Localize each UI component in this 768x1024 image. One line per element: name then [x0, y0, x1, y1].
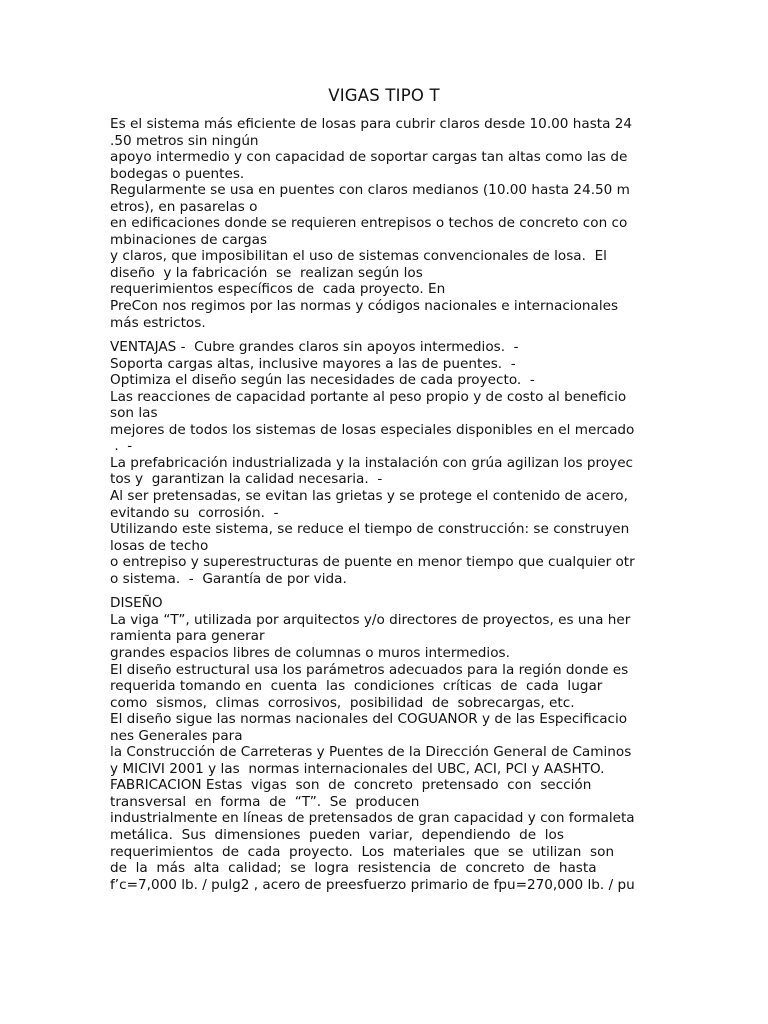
- text-line: como sismos, climas corrosivos, posibilidad de sobrecargas, etc.: [110, 694, 575, 711]
- text-line: La prefabricación industrializada y la instalación con grúa agilizan los proyec: [110, 454, 634, 471]
- text-line: Es el sistema más eficiente de losas para cubrir claros desde 10.00 hasta 24: [110, 116, 633, 132]
- text-line: .50 metros sin ningún: [110, 132, 259, 149]
- text-line: o sistema. - Garantía de por vida.: [110, 570, 347, 587]
- document-title: VIGAS TIPO T: [328, 86, 440, 105]
- paragraph-gap: [110, 587, 670, 595]
- text-line: en edificaciones donde se requieren entrepisos o techos de concreto con co: [110, 215, 628, 232]
- text-line: DISEÑO: [110, 595, 163, 612]
- text-line: metálica. Sus dimensiones pueden variar, dependiendo de los: [110, 826, 564, 843]
- text-line: o entrepiso y superestructuras de puente en menor tiempo que cualquier otr: [110, 554, 635, 571]
- text-line: Optimiza el diseño según las necesidades de cada proyecto. -: [110, 372, 535, 389]
- text-line: Al ser pretensadas, se evitan las grietas y se protege el contenido de acero,: [110, 488, 628, 505]
- paragraph-diseno: [110, 595, 670, 893]
- text-line: mejores de todos los sistemas de losas especiales disponibles en el mercado: [110, 421, 635, 438]
- paragraph-intro: [110, 116, 670, 331]
- paragraph-gap: [110, 331, 670, 339]
- text-line: transversal en forma de “T”. Se producen: [110, 793, 420, 810]
- text-line: Las reacciones de capacidad portante al peso propio y de costo al beneficio: [110, 388, 627, 405]
- text-line: mbinaciones de cargas: [110, 231, 268, 248]
- text-line: requerida tomando en cuenta las condiciones críticas de cada lugar: [110, 678, 603, 695]
- text-line: VENTAJAS - Cubre grandes claros sin apoyos intermedios. -: [110, 339, 519, 356]
- text-line: Utilizando este sistema, se reduce el tiempo de construcción: se construyen: [110, 521, 630, 538]
- text-line: evitando su corrosión. -: [110, 504, 279, 521]
- text-line: nes Generales para: [110, 727, 243, 744]
- text-line: de la más alta calidad; se logra resistencia de concreto de hasta: [110, 860, 597, 877]
- text-line: FABRICACION Estas vigas son de concreto pretensado con sección: [110, 777, 592, 794]
- text-line: y MICIVI 2001 y las normas internacionales del UBC, ACI, PCI y AASHTO.: [110, 760, 605, 777]
- text-line: PreCon nos regimos por las normas y códigos nacionales e internacionales: [110, 298, 619, 315]
- text-line: industrialmente en líneas de pretensados de gran capacidad y con formaleta: [110, 810, 635, 827]
- text-line: diseño y la fabricación se realizan según los: [110, 264, 423, 281]
- text-line: El diseño sigue las normas nacionales del COGUANOR y de las Especificacio: [110, 711, 628, 728]
- text-line: ramienta para generar: [110, 628, 265, 645]
- text-line: tos y garantizan la calidad necesaria. -: [110, 471, 383, 488]
- text-line: Regularmente se usa en puentes con claros medianos (10.00 hasta 24.50 m: [110, 182, 630, 199]
- text-line: losas de techo: [110, 537, 209, 554]
- text-line: El diseño estructural usa los parámetros adecuados para la región donde es: [110, 661, 629, 678]
- text-line: más estrictos.: [110, 314, 206, 331]
- text-line: son las: [110, 405, 158, 422]
- text-line: Soporta cargas altas, inclusive mayores a las de puentes. -: [110, 355, 516, 372]
- text-line: . -: [110, 438, 133, 455]
- text-line: apoyo intermedio y con capacidad de soportar cargas tan altas como las de: [110, 149, 628, 166]
- text-line: bodegas o puentes.: [110, 165, 245, 182]
- text-line: La viga “T”, utilizada por arquitectos y/o directores de proyectos, es una her: [110, 611, 631, 628]
- text-line: la Construcción de Carreteras y Puentes de la Dirección General de Caminos: [110, 744, 632, 761]
- text-line: grandes espacios libres de columnas o muros intermedios.: [110, 644, 510, 661]
- text-line: y claros, que imposibilitan el uso de sistemas convencionales de losa. El: [110, 248, 607, 265]
- text-line: f’c=7,000 lb. / pulg2 , acero de preesfuerzo primario de fpu=270,000 lb. / pu: [110, 876, 635, 893]
- document-body: [110, 116, 670, 893]
- text-line: etros), en pasarelas o: [110, 198, 258, 215]
- paragraph-ventajas: [110, 339, 670, 587]
- text-line: requerimientos específicos de cada proyecto. En: [110, 281, 446, 298]
- text-line: requerimientos de cada proyecto. Los materiales que se utilizan son: [110, 843, 615, 860]
